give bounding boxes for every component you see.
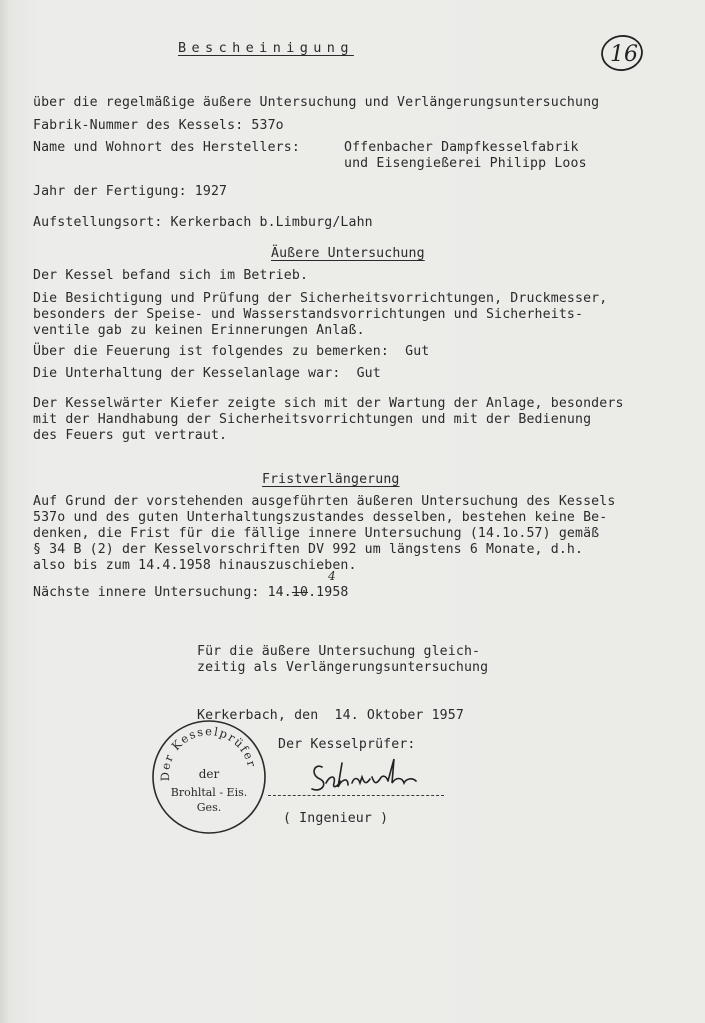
ingenieur-label: ( Ingenieur ) [283,811,389,826]
closing-line-2: zeitig als Verlängerungsuntersuchung [197,660,489,675]
stamp-center-line-2: Brohltal - Eis. [170,786,248,799]
section1-line: besonders der Speise- und Wasserstandsvorrichtungen und Sicherheits- [33,307,584,322]
section2-line: Auf Grund der vorstehenden ausgeführten äußeren Untersuchung des Kessels [33,494,616,509]
section1-line: Die Besichtigung und Prüfung der Sicherheitsvorrichtungen, Druckmesser, [33,291,608,306]
signature-line [268,795,444,796]
section2-line: also bis zum 14.4.1958 hinauszuschieben. [33,558,357,573]
section1-line: Der Kesselwärter Kiefer zeigte sich mit der Wartung der Anlage, besonders [33,396,624,411]
aufstellungsort: Aufstellungsort: Kerkerbach b.Limburg/Lahn [33,215,373,230]
section1-line: Der Kessel befand sich im Betrieb. [33,268,309,283]
stamp-ring-text: Der Kesselprüfer [157,724,260,782]
section-heading-aeussere-untersuchung: Äußere Untersuchung [271,246,425,261]
pruefer-label: Der Kesselprüfer: [278,737,416,752]
section1-line: des Feuers gut vertraut. [33,428,228,443]
section2-line: denken, die Frist für die fällige innere Untersuchung (14.1o.57) gemäß [33,526,600,541]
section1-line: Über die Feuerung ist folgendes zu bemerken: Gut [33,344,430,359]
folio-number: 16 [610,42,638,67]
section2-line: 537o und des guten Unterhaltungszustandes desselben, bestehen keine Be- [33,510,608,525]
naechste-struck-month: 10 [291,585,309,600]
naechste-untersuchung [33,585,349,601]
naechste-suffix: .1958 [308,585,349,600]
section1-line: mit der Handhabung der Sicherheitsvorrichtungen und mit der Bedienung [33,412,592,427]
section1-line: Die Unterhaltung der Kesselanlage war: Gut [33,366,381,381]
hersteller-line-1: Offenbacher Dampfkesselfabrik [344,140,579,155]
official-stamp [150,718,268,836]
hersteller-line-2: und Eisengießerei Philipp Loos [344,156,587,171]
place-and-date: Kerkerbach, den 14. Oktober 1957 [197,708,464,723]
handwritten-correction: 4 [328,569,336,583]
closing-line-1: Für die äußere Untersuchung gleich- [197,644,481,659]
naechste-prefix: Nächste innere Untersuchung: 14. [33,585,292,600]
fabrik-nummer: Fabrik-Nummer des Kessels: 537o [33,118,284,133]
intro-line: über die regelmäßige äußere Untersuchung und Verlängerungsuntersuchung [33,95,600,110]
hersteller-label: Name und Wohnort des Herstellers: [33,140,300,155]
section1-line: ventile gab zu keinen Erinnerungen Anlaß. [33,323,365,338]
stamp-center-line-3: Ges. [196,801,222,814]
document-title: Bescheinigung [178,40,354,56]
section2-line: § 34 B (2) der Kesselvorschriften DV 992 um längstens 6 Monate, d.h. [33,542,584,557]
jahr-der-fertigung: Jahr der Fertigung: 1927 [33,184,228,199]
signature-icon [308,753,423,798]
section-heading-fristverlaengerung: Fristverlängerung [262,472,400,487]
folio-circle-icon [600,33,644,73]
stamp-center-line-1: der [198,767,220,781]
